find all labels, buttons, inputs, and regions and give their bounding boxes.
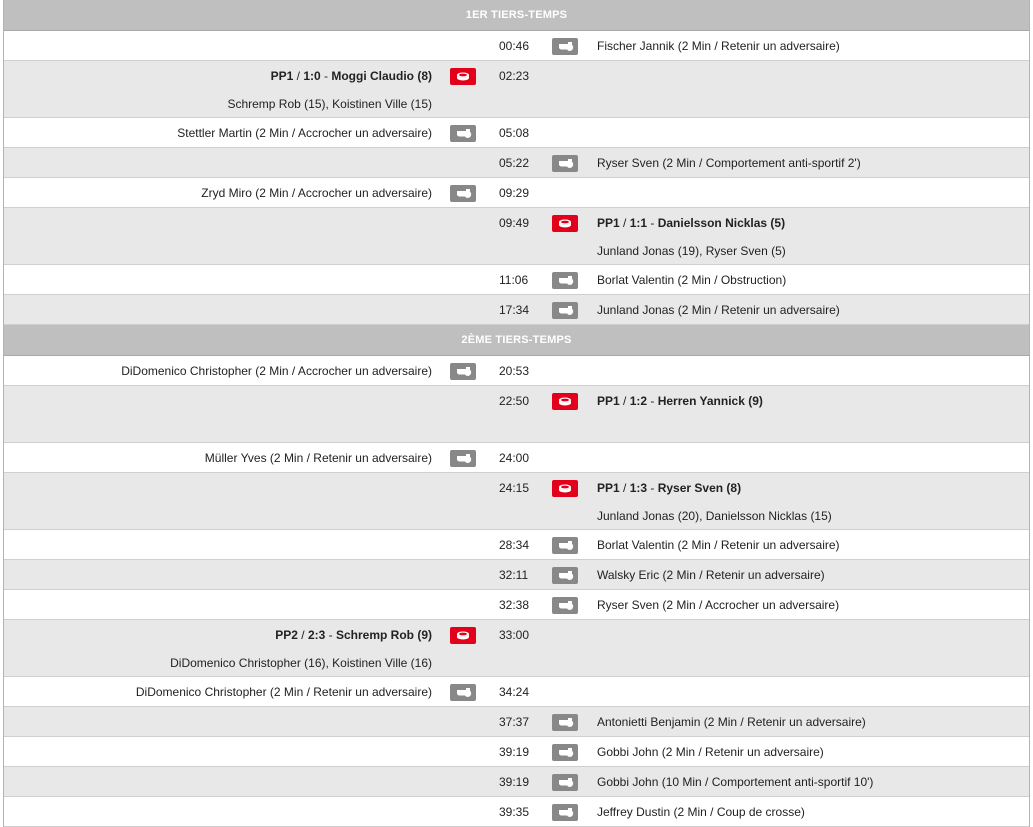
- period-header: 2ÈME TIERS-TEMPS: [4, 325, 1029, 356]
- goal-score: 1:1: [629, 216, 648, 230]
- goal-score: 1:2: [629, 394, 648, 408]
- goal-scorer: Moggi Claudio (8): [331, 69, 432, 83]
- goal-assists: Junland Jonas (20), Danielsson Nicklas (15): [597, 509, 832, 523]
- separator: /: [619, 481, 630, 495]
- event-description: [177, 118, 432, 148]
- goal-event-row: [4, 61, 1029, 118]
- goal-scorer: Ryser Sven (8): [657, 481, 742, 495]
- event-description: [205, 443, 432, 473]
- event-time: 33:00: [499, 628, 530, 642]
- event-time: 20:53: [499, 364, 530, 378]
- event-description: [597, 473, 832, 529]
- event-description: [597, 31, 840, 61]
- whistle-icon: [450, 125, 476, 142]
- whistle-icon: [552, 744, 578, 761]
- event-description: [597, 265, 786, 295]
- event-description: [597, 590, 839, 620]
- goal-assists: Junland Jonas (19), Ryser Sven (5): [597, 244, 786, 258]
- separator: /: [619, 216, 630, 230]
- event-time: 17:34: [499, 303, 530, 317]
- goal-event-row: [4, 620, 1029, 677]
- event-time: 32:38: [499, 598, 530, 612]
- puck-icon: [552, 215, 578, 232]
- penalty-text: Fischer Jannik (2 Min / Retenir un adversaire): [597, 39, 840, 53]
- event-time: 24:15: [499, 481, 530, 495]
- period-header: 1ER TIERS-TEMPS: [4, 0, 1029, 31]
- event-time: 34:24: [499, 685, 530, 699]
- whistle-icon: [552, 302, 578, 319]
- event-description: [597, 767, 873, 797]
- penalty-text: Borlat Valentin (2 Min / Obstruction): [597, 273, 787, 287]
- separator: -: [320, 69, 332, 83]
- goal-score: 1:0: [303, 69, 321, 83]
- goal-line: [597, 216, 785, 230]
- whistle-icon: [552, 155, 578, 172]
- event-time: 22:50: [499, 394, 530, 408]
- separator: /: [293, 69, 304, 83]
- goal-assists: DiDomenico Christopher (16), Koistinen Ville (16): [170, 656, 432, 670]
- event-time: 39:19: [499, 775, 530, 789]
- penalty-event-row: [4, 677, 1029, 707]
- penalty-event-row: [4, 148, 1029, 178]
- event-time: 11:06: [499, 273, 529, 287]
- goal-score: 1:3: [629, 481, 648, 495]
- separator: -: [647, 394, 658, 408]
- penalty-text: Walsky Eric (2 Min / Retenir un adversaire): [597, 568, 825, 582]
- separator: -: [647, 481, 658, 495]
- event-description: [597, 148, 861, 178]
- penalty-text: Müller Yves (2 Min / Retenir un adversaire): [204, 451, 432, 465]
- event-time: 09:29: [499, 186, 530, 200]
- penalty-event-row: [4, 356, 1029, 386]
- goal-type: PP1: [597, 394, 620, 408]
- goal-scorer: Schremp Rob (9): [335, 628, 432, 642]
- goal-line: [597, 394, 763, 408]
- event-time: 32:11: [499, 568, 529, 582]
- goal-assists: Schremp Rob (15), Koistinen Ville (15): [227, 97, 432, 111]
- penalty-event-row: [4, 560, 1029, 590]
- event-description: [201, 178, 432, 208]
- penalty-event-row: [4, 707, 1029, 737]
- penalty-text: Zryd Miro (2 Min / Accrocher un adversaire): [201, 186, 432, 200]
- event-time: 00:46: [499, 39, 530, 53]
- penalty-event-row: [4, 31, 1029, 61]
- separator: /: [297, 628, 308, 642]
- event-description: [597, 707, 866, 737]
- goal-type: PP2: [275, 628, 298, 642]
- event-description: [597, 737, 824, 767]
- penalty-event-row: [4, 737, 1029, 767]
- event-time: 05:22: [499, 156, 530, 170]
- whistle-icon: [552, 567, 578, 584]
- goal-line: [275, 628, 432, 642]
- goal-line: [271, 69, 432, 83]
- goal-score: 2:3: [307, 628, 326, 642]
- event-description: [597, 530, 840, 560]
- goal-line: [597, 481, 741, 495]
- penalty-event-row: [4, 443, 1029, 473]
- whistle-icon: [450, 185, 476, 202]
- event-time: 09:49: [499, 216, 530, 230]
- goal-event-row: [4, 208, 1029, 265]
- event-description: [597, 208, 786, 264]
- goal-type: PP1: [597, 481, 620, 495]
- whistle-icon: [450, 363, 476, 380]
- puck-icon: [450, 627, 476, 644]
- event-time: 05:08: [499, 126, 530, 140]
- event-description: [597, 295, 840, 325]
- event-time: 28:34: [499, 538, 530, 552]
- whistle-icon: [552, 774, 578, 791]
- event-time: 02:23: [499, 69, 530, 83]
- event-description: [136, 677, 432, 707]
- penalty-text: Antonietti Benjamin (2 Min / Retenir un adversaire): [597, 715, 866, 729]
- puck-icon: [450, 68, 476, 85]
- whistle-icon: [552, 38, 578, 55]
- game-timeline: [3, 0, 1030, 827]
- whistle-icon: [552, 597, 578, 614]
- penalty-event-row: [4, 178, 1029, 208]
- goal-scorer: Danielsson Nicklas (5): [657, 216, 786, 230]
- goal-event-row: [4, 386, 1029, 443]
- penalty-text: DiDomenico Christopher (2 Min / Accrocher un adversaire): [121, 364, 432, 378]
- penalty-text: Ryser Sven (2 Min / Accrocher un adversaire): [597, 598, 840, 612]
- separator: -: [325, 628, 336, 642]
- goal-type: PP1: [270, 69, 294, 83]
- separator: -: [647, 216, 658, 230]
- puck-icon: [552, 480, 578, 497]
- penalty-event-row: [4, 295, 1029, 325]
- penalty-text: Junland Jonas (2 Min / Retenir un adversaire): [597, 303, 840, 317]
- goal-scorer: Herren Yannick (9): [657, 394, 763, 408]
- goal-type: PP1: [597, 216, 620, 230]
- whistle-icon: [450, 684, 476, 701]
- penalty-text: Gobbi John (10 Min / Comportement anti-sportif 10'): [597, 775, 874, 789]
- event-description: [170, 620, 432, 676]
- event-description: [227, 61, 432, 117]
- event-time: 39:35: [499, 805, 530, 819]
- whistle-icon: [552, 714, 578, 731]
- whistle-icon: [450, 450, 476, 467]
- event-description: [597, 386, 763, 416]
- penalty-event-row: [4, 265, 1029, 295]
- penalty-text: Jeffrey Dustin (2 Min / Coup de crosse): [597, 805, 805, 819]
- event-time: 24:00: [499, 451, 530, 465]
- penalty-event-row: [4, 118, 1029, 148]
- penalty-event-row: [4, 590, 1029, 620]
- whistle-icon: [552, 804, 578, 821]
- whistle-icon: [552, 537, 578, 554]
- event-time: 37:37: [499, 715, 530, 729]
- penalty-text: DiDomenico Christopher (2 Min / Retenir un adversaire): [135, 685, 432, 699]
- penalty-text: Stettler Martin (2 Min / Accrocher un adversaire): [177, 126, 432, 140]
- penalty-text: Borlat Valentin (2 Min / Retenir un adversaire): [597, 538, 840, 552]
- event-description: [597, 560, 825, 590]
- penalty-event-row: [4, 767, 1029, 797]
- whistle-icon: [552, 272, 578, 289]
- penalty-text: Ryser Sven (2 Min / Comportement anti-sportif 2'): [597, 156, 861, 170]
- event-description: [121, 356, 432, 386]
- penalty-text: Gobbi John (2 Min / Retenir un adversaire): [597, 745, 824, 759]
- penalty-event-row: [4, 530, 1029, 560]
- separator: /: [619, 394, 630, 408]
- event-time: 39:19: [499, 745, 530, 759]
- puck-icon: [552, 393, 578, 410]
- goal-event-row: [4, 473, 1029, 530]
